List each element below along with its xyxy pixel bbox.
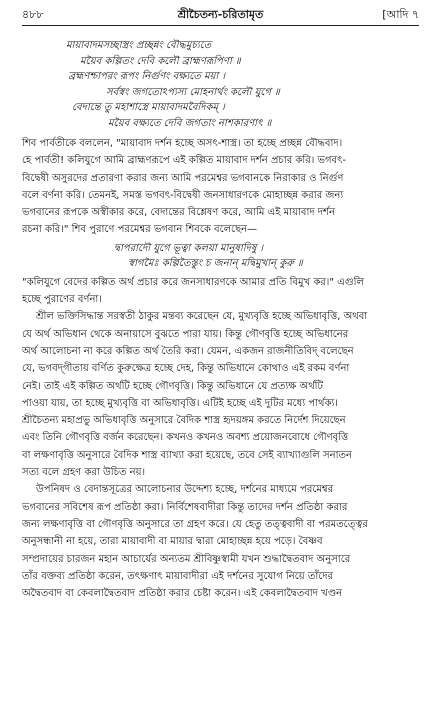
page-header <box>22 6 419 24</box>
verse-line: ময়ৈব বক্ষ্যতে দেবি জগতাং নাশকারণাৎ ॥ <box>108 117 272 129</box>
text-line: হে পার্বতী! কলিযুগে আমি ব্রাহ্মণরূপে এই কল্পিত মায়াবাদ দর্শন প্রচার করি। ভগবৎ- <box>22 155 347 167</box>
text-line: শ্রীচৈতন্য মহাপ্রভু অভিধাবৃত্তি অনুসারে বৈদিক শাস্ত্র হৃদয়ঙ্গম করতে নির্দেশ দিয়েছেন <box>22 415 346 427</box>
text-line: ভগবানের রূপকে অস্বীকার করে, বেদান্তের বিশ্লেষণ করে, আমি এই মায়াবাদ দর্শন <box>22 207 335 219</box>
text-line: বিদ্বেষী অসুরদের প্রতারণা করার জন্য আমি পরমেশ্বর ভগবানকে নিরাকার ও নির্গুণ <box>22 172 344 184</box>
verse-line: ব্রহ্মণশ্চাপরং রূপং নির্গুণং বক্ষ্যতে ময়া । <box>68 71 226 82</box>
text-line: রচনা করি।" শিব পুরাণে পরমেশ্বর ভগবান শিবকে বলেছেন— <box>22 224 258 236</box>
verse-line: বেদান্তে তু মহাশাস্ত্রে মায়াবাদমবৈদিকম্ । <box>72 102 225 113</box>
text-line: নেই। তাই এই কল্পিত অর্থটি হচ্ছে গৌণবৃত্তি। কিন্তু অভিধানে যে প্রত্যক্ষ অর্থটি <box>22 380 323 392</box>
text-line: শিব পার্বতীকে বললেন, "মায়াবাদ দর্শন হচ্ছে অসৎ-শাস্ত্র। তা হচ্ছে প্রচ্ছন্ন বৌদ্ধবাদ। <box>22 138 343 149</box>
text-line: বলে বর্ণনা করি। তেমনই, সমস্ত ভগবৎ-বিদ্বেষী জনসাধারণকে মোহাচ্ছন্ন করার জন্য <box>22 189 344 201</box>
page-number: ৪৮৮ <box>22 8 44 21</box>
text-line: অনুসন্ধানী না হয়ে, তারা মায়াবাদী বা মায়ার দ্বারা মোহাচ্ছন্ন হয়ে পড়ে। বৈষ্ণব <box>22 536 323 548</box>
text-line: সম্প্রদায়ের চারজন মহান আচার্যের অন্যতম শ্রীবিষ্ণুস্বামী যখন শুদ্ধাদ্বৈতবাদ অনুসারে <box>22 553 351 565</box>
text-line: তাঁর বক্তব্য প্রতিষ্ঠা করেন, তৎক্ষণাৎ মায়াবাদীরা এই দর্শনের সুযোগ নিয়ে তাঁদের <box>22 570 334 582</box>
text-line: সত্য বলে গ্রহণ করা উচিত নয়। <box>22 467 146 479</box>
paragraph-1 <box>22 135 419 239</box>
header-rule <box>22 25 419 26</box>
paragraph-4 <box>22 481 419 602</box>
text-line: অদ্বৈতবাদ বা কেবলাদ্বৈতবাদ প্রতিষ্ঠা করার চেষ্টা করেন। এই কেবলাদ্বৈতবাদ খণ্ডন <box>22 588 343 600</box>
text-line: ভগবানের সবিশেষ রূপ প্রতিষ্ঠা করা। নির্বিশেষবাদীরা কিন্তু তাদের দর্শন প্রতিষ্ঠা করার <box>22 501 348 513</box>
chapter-label: [আদি ৭ <box>382 8 419 21</box>
verse-line: সর্বস্বং জগতোঽপ্যস্য মোহনার্থং কলৌ যুগে ॥ <box>106 86 280 98</box>
text-line: উপনিষদ ও বেদান্তসূত্রের আলোচনার উদ্দেশ্য হচ্ছে, দর্শনের মাধ্যমে পরমেশ্বর <box>36 484 334 496</box>
page-body <box>22 38 419 602</box>
text-line: যে অর্থ অভিধান থেকে অনায়াসে বুঝতে পারা যায়। কিন্তু গৌণবৃত্তি হচ্ছে অভিধানের <box>22 328 349 340</box>
text-line: অর্থ আলোচনা না করে কল্পিত অর্থ তৈরি করা। যেমন, একজন রাজনীতিবিদ্ বলেছেন <box>22 345 354 357</box>
paragraph-2 <box>22 274 419 309</box>
sanskrit-verse-1 <box>22 38 419 131</box>
verse-line: মায়াবাদমসচ্ছাস্ত্রং প্রচ্ছন্নং বৌদ্ধমুচ্যতে <box>66 40 212 51</box>
text-line: যে, ভগবদ্‌গীতায় বর্ণিত কুরুক্ষেত্র হচ্ছে দেহ, কিন্তু অভিধানে কোথাও এই রকম বর্ণনা <box>22 363 350 375</box>
text-line: এবং তিনি গৌণবৃত্তি বর্জন করেছেন। কখনও কখনও অবশ্য প্রয়োজনবোধে গৌণবৃত্তি <box>22 432 349 444</box>
book-title: শ্রীচৈতন্য-চরিতামৃত <box>177 8 264 21</box>
text-line: "কলিযুগে বেদের কল্পিত অর্থ প্রচার করে জনসাধারণকে আমার প্রতি বিমুখ কর।" এগুলি <box>22 276 364 288</box>
text-line: হচ্ছে পুরাণের বর্ণনা। <box>22 294 102 306</box>
text-line: জন্য লক্ষণাবৃত্তি বা গৌণবৃত্তি অনুসারে তা গ্রহণ করে। যে হেতু তত্ত্ববাদী বা পরমতত্ত্বের <box>22 518 368 530</box>
verse-line: ময়ৈব কল্পিতং দেবি কলৌ ব্রাহ্মণরূপিণা ॥ <box>80 55 241 67</box>
paragraph-3 <box>22 308 419 481</box>
verse-line: স্বাগমৈঃ কল্পিতৈস্তুং চ জনান্ মদ্বিমুখান্ কুরু ॥ <box>128 257 303 269</box>
text-line: পাওয়া যায়, তা হচ্ছে মুখ্যবৃত্তি বা অভিধাবৃত্তি। এটিই হচ্ছে এই দুটির মধ্যে পার্থক্য। <box>22 397 338 409</box>
sanskrit-verse-2 <box>22 241 419 271</box>
verse-line: দ্বাপরাদৌ যুগে ভূত্বা কলয়া মানুষাদিষু । <box>114 242 264 254</box>
text-line: শ্রীল ভক্তিসিদ্ধান্ত সরস্বতী ঠাকুর মন্তব্য করেছেন যে, মুখ্যবৃত্তি হচ্ছে অভিধাবৃত্তি, অথবা <box>36 311 368 323</box>
text-line: বা লক্ষণাবৃত্তি অনুসারে বৈদিক শাস্ত্র ব্যাখ্যা করা হয়েছে, তবে সেই ব্যাখ্যাগুলি সনাতন <box>22 449 352 461</box>
